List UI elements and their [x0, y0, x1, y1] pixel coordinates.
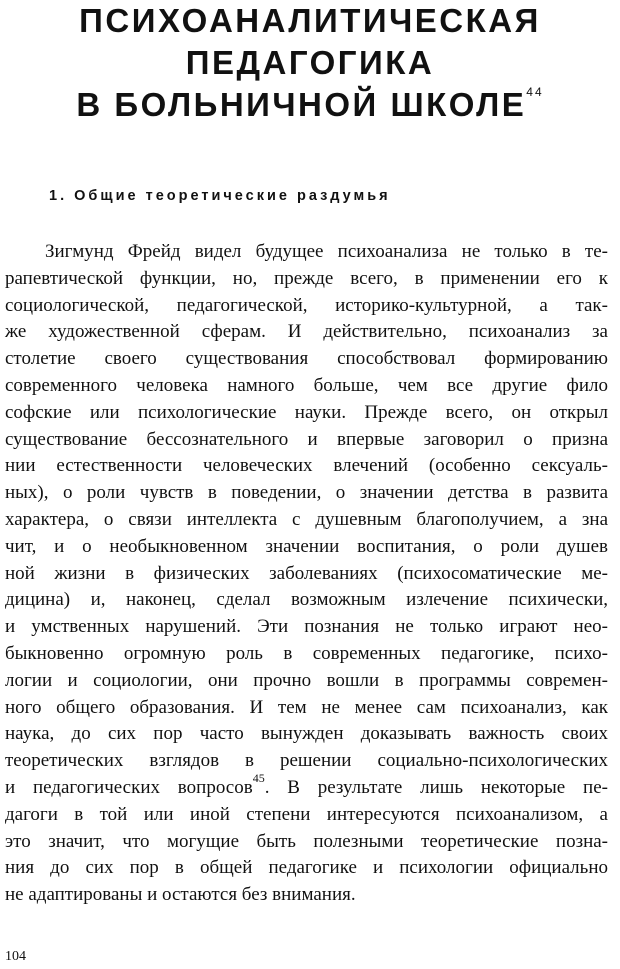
body-line: это значит, что могущие быть полезными теоретические позна- [5, 830, 608, 852]
body-line: ных), о роли чувств в поведении, о значении детства в развита [5, 482, 608, 504]
body-paragraph [5, 239, 608, 909]
chapter-title [0, 0, 620, 126]
body-line: столетие своего существования способствовал формированию [5, 348, 608, 370]
body-line: нии естественности человеческих влечений (особенно сексуаль- [5, 455, 608, 477]
title-footnote-marker: 44 [526, 85, 544, 99]
body-line: существование бессознательного и впервые заговорил о призна [5, 428, 608, 450]
body-line: не адаптированы и остаются без внимания. [5, 884, 356, 906]
section-heading: 1. Общие теоретические раздумья [49, 188, 391, 204]
body-line-part: и педагогических вопросов [5, 776, 253, 798]
body-line: теоретических взглядов в решении социально-психологических [5, 750, 608, 772]
body-line: дицина) и, наконец, сделал возможным излечение психически, [5, 589, 608, 611]
body-line: рапевтической функции, но, прежде всего, в применении его к [5, 267, 608, 289]
body-line: современного человека намного больше, чем все другие фило [5, 374, 608, 396]
body-line: ной жизни в физических заболеваниях (психосоматические ме- [5, 562, 608, 584]
body-line-part: . В результате лишь некоторые пе- [264, 776, 608, 798]
body-line: ного общего образования. И тем не менее сам психоанализ, как [5, 696, 608, 718]
body-line: дагоги в той или иной степени интересуются психоанализом, а [5, 803, 608, 825]
body-line: Зигмунд Фрейд видел будущее психоанализа не только в те- [45, 241, 608, 262]
body-line: софские или психологические науки. Прежде всего, он открыл [5, 401, 608, 423]
body-line: же художественной сферам. И действительно, психоанализ за [5, 321, 608, 343]
chapter-title-line-3 [0, 84, 620, 126]
body-line: характера, о связи интеллекта с душевным благополучием, а зна [5, 508, 608, 530]
body-line: чит, и о необыкновенном значении воспитания, о роли душев [5, 535, 608, 557]
body-line: логии и социологии, они прочно вошли в программы современ- [5, 669, 608, 691]
chapter-title-line-3-text: В БОЛЬНИЧНОЙ ШКОЛЕ [76, 86, 527, 123]
chapter-title-line-2: ПЕДАГОГИКА [185, 44, 435, 81]
body-line: быкновенно огромную роль в современных педагогике, психо- [5, 642, 608, 664]
footnote-marker: 45 [252, 770, 265, 785]
body-line: наука, до сих пор часто вынужден доказывать важность своих [5, 723, 608, 745]
body-line: и умственных нарушений. Эти познания не только играют нео- [5, 616, 608, 638]
chapter-title-line-1: ПСИХОАНАЛИТИЧЕСКАЯ [79, 2, 541, 39]
body-line: ния до сих пор в общей педагогике и психологии официально [5, 857, 608, 879]
body-line-with-footnote [5, 770, 608, 802]
body-line: социологической, педагогической, историко-культурной, а так- [5, 294, 608, 316]
page-number: 104 [5, 949, 26, 964]
